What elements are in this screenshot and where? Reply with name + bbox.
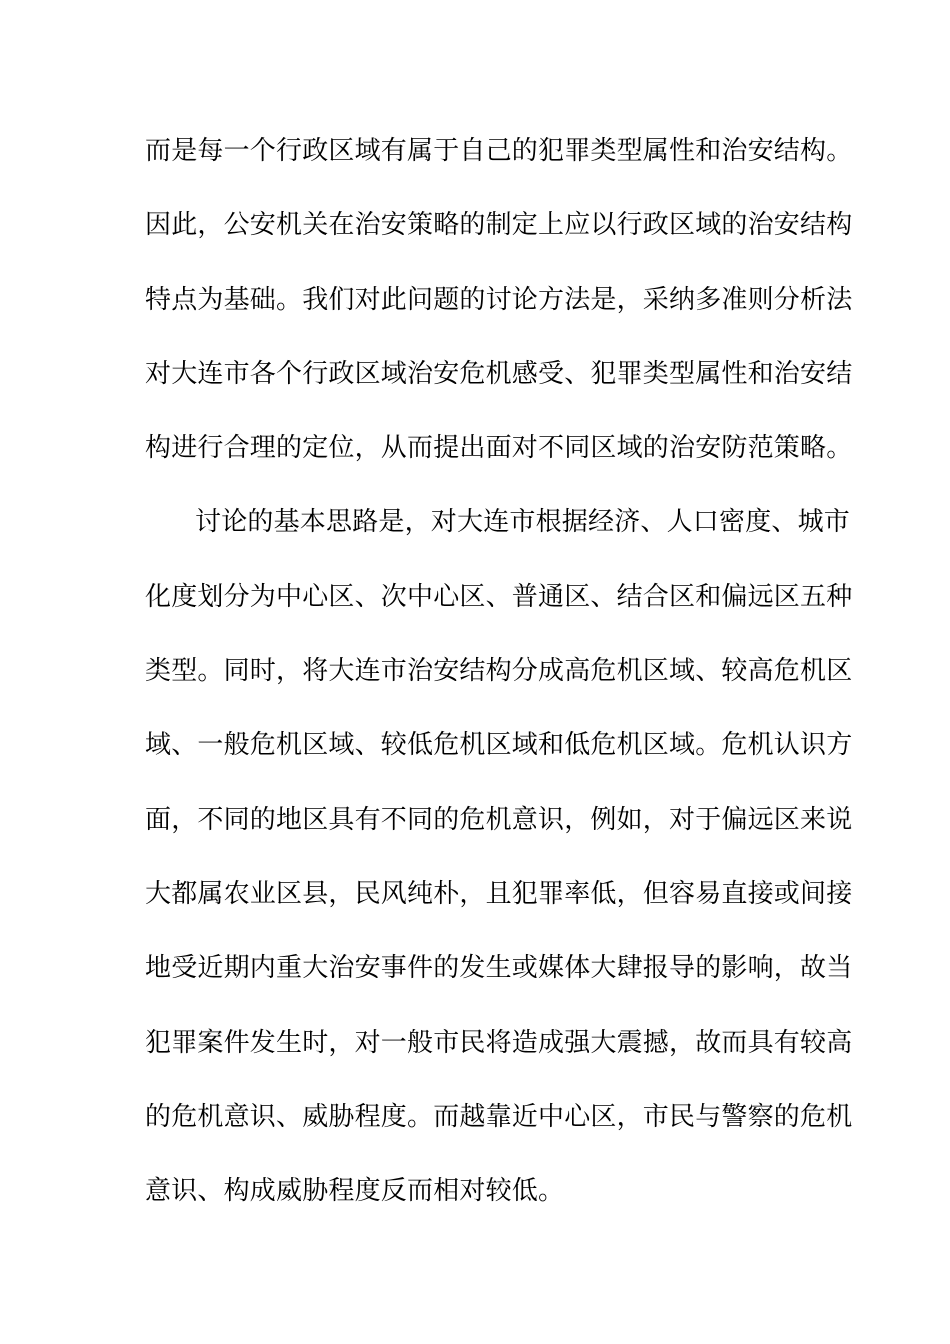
text-line: 因此，公安机关在治安策略的制定上应以行政区域的治安结构 — [145, 210, 853, 241]
text-line: 而是每一个行政区域有属于自己的犯罪类型属性和治安结构。 — [145, 136, 853, 166]
text-line: 地受近期内重大治安事件的发生或媒体大肆报导的影响，故当 — [145, 953, 853, 984]
text-line: 特点为基础。我们对此问题的讨论方法是，采纳多准则分析法 — [145, 284, 853, 315]
body-text — [145, 128, 853, 1242]
text-line: 构进行合理的定位，从而提出面对不同区域的治安防范策略。 — [145, 433, 853, 464]
paragraph-first-line: 讨论的基本思路是，对大连市根据经济、人口密度、城市 — [195, 507, 851, 538]
text-line: 的危机意识、威胁程度。而越靠近中心区，市民与警察的危机 — [145, 1101, 853, 1132]
text-line: 域、一般危机区域、较低危机区域和低危机区域。危机认识方 — [145, 730, 853, 761]
text-line: 意识、构成威胁程度反而相对较低。 — [145, 1176, 565, 1207]
text-line: 化度划分为中心区、次中心区、普通区、结合区和偏远区五种 — [145, 581, 853, 612]
text-line: 面，不同的地区具有不同的危机意识，例如，对于偏远区来说 — [145, 804, 853, 835]
text-line: 大都属农业区县，民风纯朴，且犯罪率低，但容易直接或间接 — [145, 878, 853, 909]
text-line: 类型。同时，将大连市治安结构分成高危机区域、较高危机区 — [145, 656, 853, 687]
text-line: 对大连市各个行政区域治安危机感受、犯罪类型属性和治安结 — [145, 358, 853, 389]
text-line: 犯罪案件发生时，对一般市民将造成强大震撼，故而具有较高 — [145, 1027, 853, 1058]
